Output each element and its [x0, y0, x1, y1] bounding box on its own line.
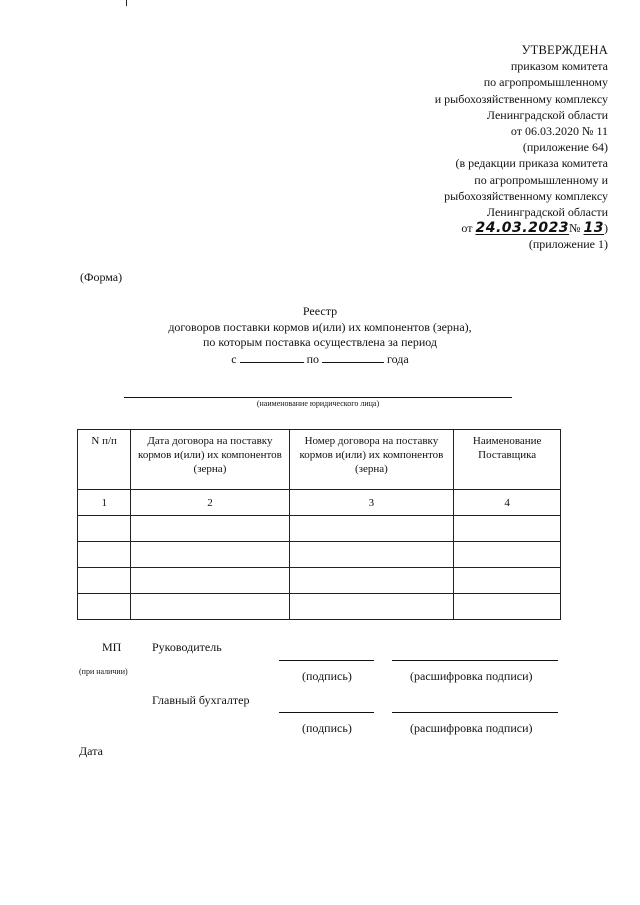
- table-row: [78, 516, 561, 542]
- approval-line: по агропромышленному и: [474, 172, 608, 187]
- column-number-cell: 4: [454, 490, 561, 516]
- handwritten-number: 13: [583, 220, 604, 237]
- title-line: договоров поставки кормов и(или) их компонентов (зерна),: [168, 319, 472, 334]
- stamp-place-label: МП: [102, 640, 122, 654]
- approval-stamp-block: [348, 42, 608, 253]
- table-row: [78, 542, 561, 568]
- approval-line: (приложение 64): [522, 140, 608, 155]
- table-row: [78, 594, 561, 620]
- approval-line: от 06.03.2020 № 11: [510, 124, 608, 139]
- title-line: Реестр: [302, 304, 338, 318]
- table-row: [78, 568, 561, 594]
- table-cell[interactable]: [78, 542, 131, 568]
- header-cell-contract-date: Дата договора на поставку кормов и(или) их компонентов (зерна): [131, 430, 289, 490]
- approval-line: рыбохозяйственному комплексу: [444, 188, 608, 203]
- table-cell[interactable]: [454, 516, 561, 542]
- table-cell[interactable]: [131, 542, 289, 568]
- approval-line: приказом комитета: [510, 59, 608, 74]
- column-number-cell: 1: [78, 490, 131, 516]
- approval-line: (в редакции приказа комитета: [455, 156, 608, 171]
- table-cell[interactable]: [78, 594, 131, 620]
- table-cell[interactable]: [454, 568, 561, 594]
- date-prefix: от: [461, 221, 473, 236]
- column-number-cell: 3: [289, 490, 454, 516]
- table-column-number-row: [78, 490, 561, 516]
- head-decode-caption: (расшифровка подписи): [410, 669, 533, 683]
- header-cell-contract-number: Номер договора на поставку кормов и(или) их компонентов (зерна): [289, 430, 454, 490]
- table-cell[interactable]: [289, 542, 454, 568]
- column-number-cell: 2: [131, 490, 289, 516]
- head-title: Руководитель: [152, 640, 222, 654]
- period-to-label: по: [306, 351, 320, 366]
- number-sign: №: [569, 221, 581, 236]
- approval-line: Ленинградской области: [486, 205, 608, 220]
- table-cell[interactable]: [131, 516, 289, 542]
- period-from-field[interactable]: [240, 351, 304, 363]
- head-signature-field[interactable]: [279, 660, 374, 661]
- table-cell[interactable]: [289, 594, 454, 620]
- table-cell[interactable]: [78, 516, 131, 542]
- accountant-signature-field[interactable]: [279, 712, 374, 713]
- organization-name-field[interactable]: [124, 397, 512, 398]
- table-cell[interactable]: [131, 594, 289, 620]
- approval-head: УТВЕРЖДЕНА: [521, 43, 608, 57]
- table-cell[interactable]: [454, 594, 561, 620]
- stamp-note: (при наличии): [79, 667, 128, 676]
- accountant-title: Главный бухгалтер: [152, 693, 250, 707]
- table-cell[interactable]: [289, 568, 454, 594]
- table-cell[interactable]: [289, 516, 454, 542]
- table-cell[interactable]: [454, 542, 561, 568]
- registry-title: [80, 304, 560, 367]
- scan-mark: [126, 0, 127, 6]
- period-to-field[interactable]: [322, 351, 384, 363]
- form-label: (Форма): [80, 270, 123, 284]
- table-cell[interactable]: [78, 568, 131, 594]
- header-cell-supplier: Наименование Поставщика: [454, 430, 561, 490]
- close-paren: ): [604, 221, 608, 236]
- header-cell-number: N п/п: [78, 430, 131, 490]
- title-line: по которым поставка осуществлена за период: [202, 335, 438, 349]
- accountant-signature-caption: (подпись): [302, 721, 352, 735]
- organization-caption: (наименование юридического лица): [256, 399, 380, 408]
- period-from-label: с: [231, 351, 237, 366]
- date-label: Дата: [79, 744, 103, 758]
- registry-table: [77, 429, 561, 620]
- accountant-decode-caption: (расшифровка подписи): [410, 721, 533, 735]
- period-year-label: года: [387, 351, 409, 366]
- table-header-row: [78, 430, 561, 490]
- approval-line: Ленинградской области: [486, 107, 608, 122]
- approval-appendix: (приложение 1): [528, 237, 608, 252]
- approval-line: и рыбохозяйственному комплексу: [434, 91, 608, 106]
- period-line: [80, 351, 560, 368]
- table-cell[interactable]: [131, 568, 289, 594]
- approval-line: по агропромышленному: [483, 75, 608, 90]
- approval-date-line: [348, 220, 608, 236]
- head-signature-caption: (подпись): [302, 669, 352, 683]
- handwritten-date: 24.03.2023: [475, 220, 570, 237]
- head-decode-field[interactable]: [392, 660, 558, 661]
- accountant-decode-field[interactable]: [392, 712, 558, 713]
